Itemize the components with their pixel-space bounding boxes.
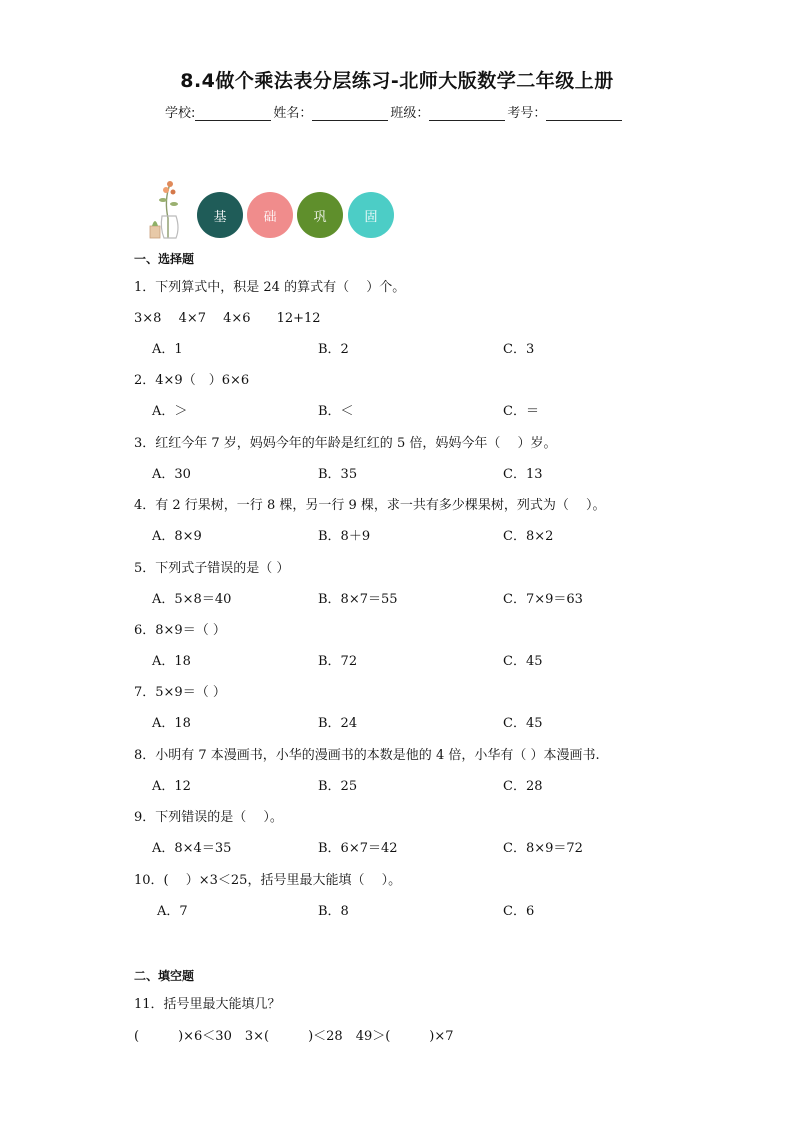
question-4-option-b[interactable]: B．8＋9 — [318, 529, 371, 544]
class-blank[interactable] — [429, 106, 505, 121]
question-5-option-b[interactable]: B．8×7＝55 — [318, 592, 398, 607]
question-10-option-b[interactable]: B．8 — [318, 904, 349, 919]
plant-vase-icon — [146, 178, 190, 240]
question-9-option-b[interactable]: B．6×7＝42 — [318, 841, 398, 856]
question-1-option-a[interactable]: A．1 — [152, 342, 183, 357]
question-7-option-c[interactable]: C．45 — [503, 716, 543, 731]
student-info-row — [165, 102, 624, 121]
question-10-text: 10．( ）×3＜25，括号里最大能填（ ）。 — [134, 873, 402, 888]
question-6-option-c[interactable]: C．45 — [503, 654, 543, 669]
badge-gu: 固 — [348, 192, 394, 238]
exam-number-label: 考号： — [507, 106, 547, 121]
question-2-option-a[interactable]: A．＞ — [152, 404, 188, 419]
name-label: 姓名： — [273, 106, 313, 121]
question-7-option-a[interactable]: A．18 — [152, 716, 191, 731]
question-4-option-a[interactable]: A．8×9 — [152, 529, 202, 544]
question-7-option-b[interactable]: B．24 — [318, 716, 358, 731]
question-5-option-c[interactable]: C．7×9＝63 — [503, 592, 583, 607]
question-9-option-c[interactable]: C．8×9＝72 — [503, 841, 583, 856]
question-7-text: 7．5×9＝（ ） — [134, 685, 226, 700]
question-3-option-a[interactable]: A．30 — [152, 467, 191, 482]
question-5-option-a[interactable]: A．5×8＝40 — [152, 592, 232, 607]
question-11-expressions[interactable]: ( )×6＜30 3×( )＜28 49＞( )×7 — [134, 1029, 454, 1044]
question-10-option-c[interactable]: C．6 — [503, 904, 535, 919]
question-3-option-c[interactable]: C．13 — [503, 467, 543, 482]
question-8-option-a[interactable]: A．12 — [152, 779, 191, 794]
question-6-text: 6．8×9＝（ ） — [134, 623, 226, 638]
question-9-text: 9．下列错误的是（ ）。 — [134, 810, 283, 825]
class-label: 班级： — [390, 106, 430, 121]
question-3-text: 3．红红今年 7 岁，妈妈今年的年龄是红红的 5 倍，妈妈今年（ ）岁。 — [134, 436, 557, 451]
section-choice-heading: 一、选择题 — [134, 252, 195, 266]
school-blank[interactable] — [195, 106, 271, 121]
question-2-text: 2．4×9（ ）6×6 — [134, 373, 250, 388]
badge-chu: 础 — [247, 192, 293, 238]
question-6-option-b[interactable]: B．72 — [318, 654, 358, 669]
exam-number-blank[interactable] — [546, 106, 622, 121]
name-blank[interactable] — [312, 106, 388, 121]
question-3-option-b[interactable]: B．35 — [318, 467, 358, 482]
question-1-text: 1．下列算式中，积是 24 的算式有（ ）个。 — [134, 280, 406, 295]
badge-gong: 巩 — [297, 192, 343, 238]
question-1-option-b[interactable]: B．2 — [318, 342, 349, 357]
question-8-option-c[interactable]: C．28 — [503, 779, 543, 794]
question-5-text: 5．下列式子错误的是（ ） — [134, 561, 290, 576]
question-8-text: 8．小明有 7 本漫画书，小华的漫画书的本数是他的 4 倍，小华有（ ）本漫画书. — [134, 748, 600, 763]
question-4-option-c[interactable]: C．8×2 — [503, 529, 554, 544]
question-6-option-a[interactable]: A．18 — [152, 654, 191, 669]
question-2-option-c[interactable]: C．＝ — [503, 404, 539, 419]
question-1-expressions: 3×8 4×7 4×6 12+12 — [134, 311, 321, 326]
question-1-option-c[interactable]: C．3 — [503, 342, 535, 357]
question-2-option-b[interactable]: B．＜ — [318, 404, 354, 419]
question-11-text: 11．括号里最大能填几？ — [134, 997, 281, 1012]
question-10-option-a[interactable]: A．7 — [157, 904, 188, 919]
section-fill-heading: 二、填空题 — [134, 969, 195, 983]
question-4-text: 4．有 2 行果树，一行 8 棵，另一行 9 棵，求一共有多少棵果树，列式为（ ）。 — [134, 498, 606, 513]
badge-ji: 基 — [197, 192, 243, 238]
question-8-option-b[interactable]: B．25 — [318, 779, 358, 794]
school-label: 学校: — [165, 106, 196, 121]
question-9-option-a[interactable]: A．8×4＝35 — [152, 841, 232, 856]
worksheet-title: 8.4做个乘法表分层练习-北师大版数学二年级上册 — [180, 70, 614, 92]
